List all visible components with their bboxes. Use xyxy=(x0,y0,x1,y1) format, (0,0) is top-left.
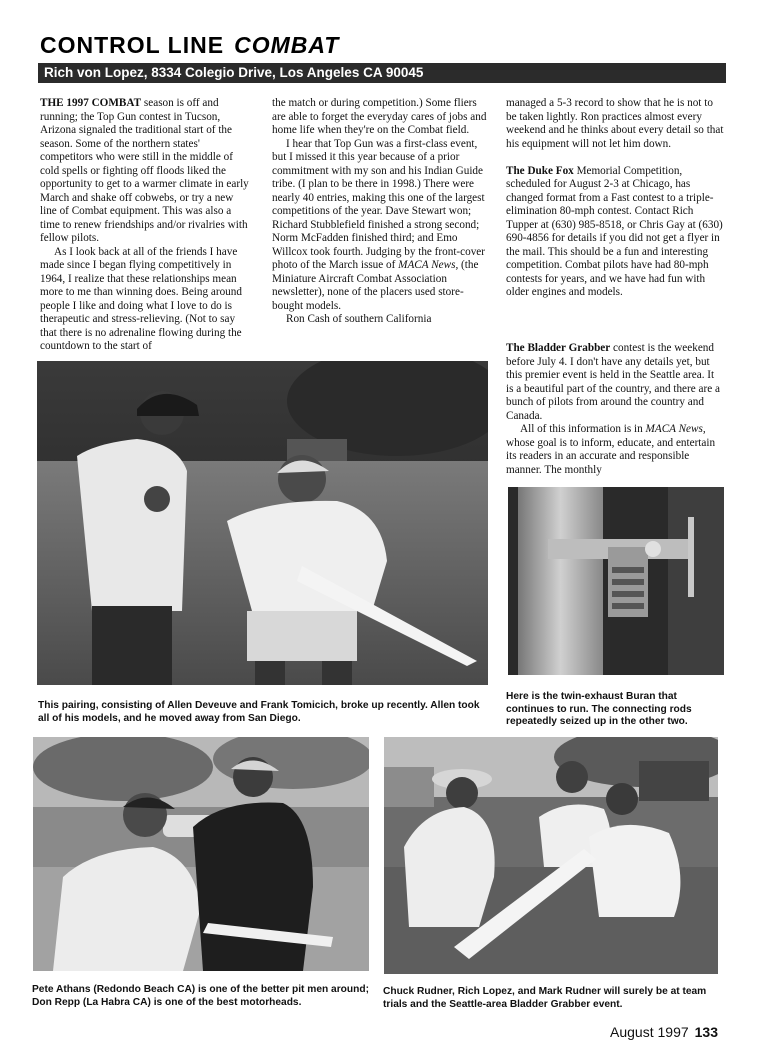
lead-in: The Bladder Grabber xyxy=(506,342,611,354)
paragraph: The Duke Fox Memorial Competition, scheduled for August 2-3 at Chicago, has changed format from a Fast contest to a triple-elimination 80-mph contest. Contact Rich Tupper at (630) 985-8518, or Chris Gay at (630) 690-4856 for details if you did not get a flyer in the mail. This should be a fun and interesting competition. Combat pilots have had 80-mph contests for years, and we have had fun with older engines and models. xyxy=(506,164,723,298)
page-footer xyxy=(610,1024,718,1040)
photo-caption: Pete Athans (Redondo Beach CA) is one of the better pit men around; Don Repp (La Habra CA) is one of the best motorheads. xyxy=(32,984,369,1008)
paragraph: As I look back at all of the friends I have made since I began flying competitively in 1964, I realize that these relationships mean more to me than winning does. Being around people I like and doing what I love to do is therapeutic and stress-relieving. (Not to say that there is no adrenaline flowing during the countdown to the start of xyxy=(40,245,242,352)
column-title-main: CONTROL LINE xyxy=(40,32,225,58)
paragraph: Ron Cash of southern California xyxy=(286,313,432,325)
paragraph: I hear that Top Gun was a first-class event, but I missed it this year because of a prior commitment with my son and his Indian Guide tribe. (I plan to be there in 1998.) There were nearly 40 entries, making this one of the largest competitions of the year. Dave Stewart won; Richard Stubblefield finished a strong second; Norm McFadden finished third; and Emo Willcox took fourth. Judging by the front-cover photo of the March issue of MACA News, (the Miniature Aircraft Combat Association newsletter), none of the placers used store-bought models. xyxy=(272,137,485,312)
lead-in: THE 1997 COMBAT xyxy=(40,97,142,109)
article-column-3-continued xyxy=(506,342,724,477)
paragraph: All of this information is in MACA News, whose goal is to inform, educate, and entertain its readers in an accurate and responsible manner. The monthly xyxy=(506,423,716,476)
issue-date: August 1997 xyxy=(610,1024,689,1040)
article-column-1 xyxy=(40,97,252,354)
article-column-2 xyxy=(272,97,490,327)
column-title-italic: COMBAT xyxy=(234,32,340,58)
photo-caption: Chuck Rudner, Rich Lopez, and Mark Rudner will surely be at team trials and the Seattle-area Bladder Grabber event. xyxy=(383,986,707,1010)
page-number: 133 xyxy=(694,1024,718,1040)
paragraph: the match or during competition.) Some fliers are able to forget the everyday cares of jobs and home life when they're on the Combat field. xyxy=(272,97,487,136)
photo-pit-men xyxy=(33,737,369,971)
photo-team-trials xyxy=(384,737,718,974)
paragraph: managed a 5-3 record to show that he is not to be taken lightly. Ron practices almost every weekend and he thinks about every detail so that his equipment will not let him down. xyxy=(506,97,724,150)
photo-pairing xyxy=(37,361,488,685)
paragraph: The Bladder Grabber contest is the weekend before July 4. I don't have any details yet, but this premier event is held in the Seattle area. It is a beautiful part of the country, and there are a bunch of pilots from around the country and Canada. xyxy=(506,342,720,422)
author-byline-bar: Rich von Lopez, 8334 Colegio Drive, Los Angeles CA 90045 xyxy=(38,63,726,83)
photo-caption: This pairing, consisting of Allen Deveuve and Frank Tomicich, broke up recently. Allen took all of his models, and he moved away from San Diego. xyxy=(38,700,480,724)
photo-buran-engine xyxy=(508,487,724,675)
lead-in: The Duke Fox xyxy=(506,164,574,177)
paragraph: THE 1997 COMBAT season is off and running; the Top Gun contest in Tucson, Arizona signaled the traditional start of the season. Some of the northern states' competitors who were still in the middle of cold spells or fighting off floods liked the opportunity to get to a warmer climate in early March and shake off cobwebs, or try a new line of Combat equipment. This was also a time to renew friendships and/or rivalries with fellow pilots. xyxy=(40,97,249,244)
photo-caption: Here is the twin-exhaust Buran that continues to run. The connecting rods repeatedly seized up in the other two. xyxy=(506,691,692,727)
article-column-3 xyxy=(506,97,724,300)
column-title xyxy=(40,32,339,59)
